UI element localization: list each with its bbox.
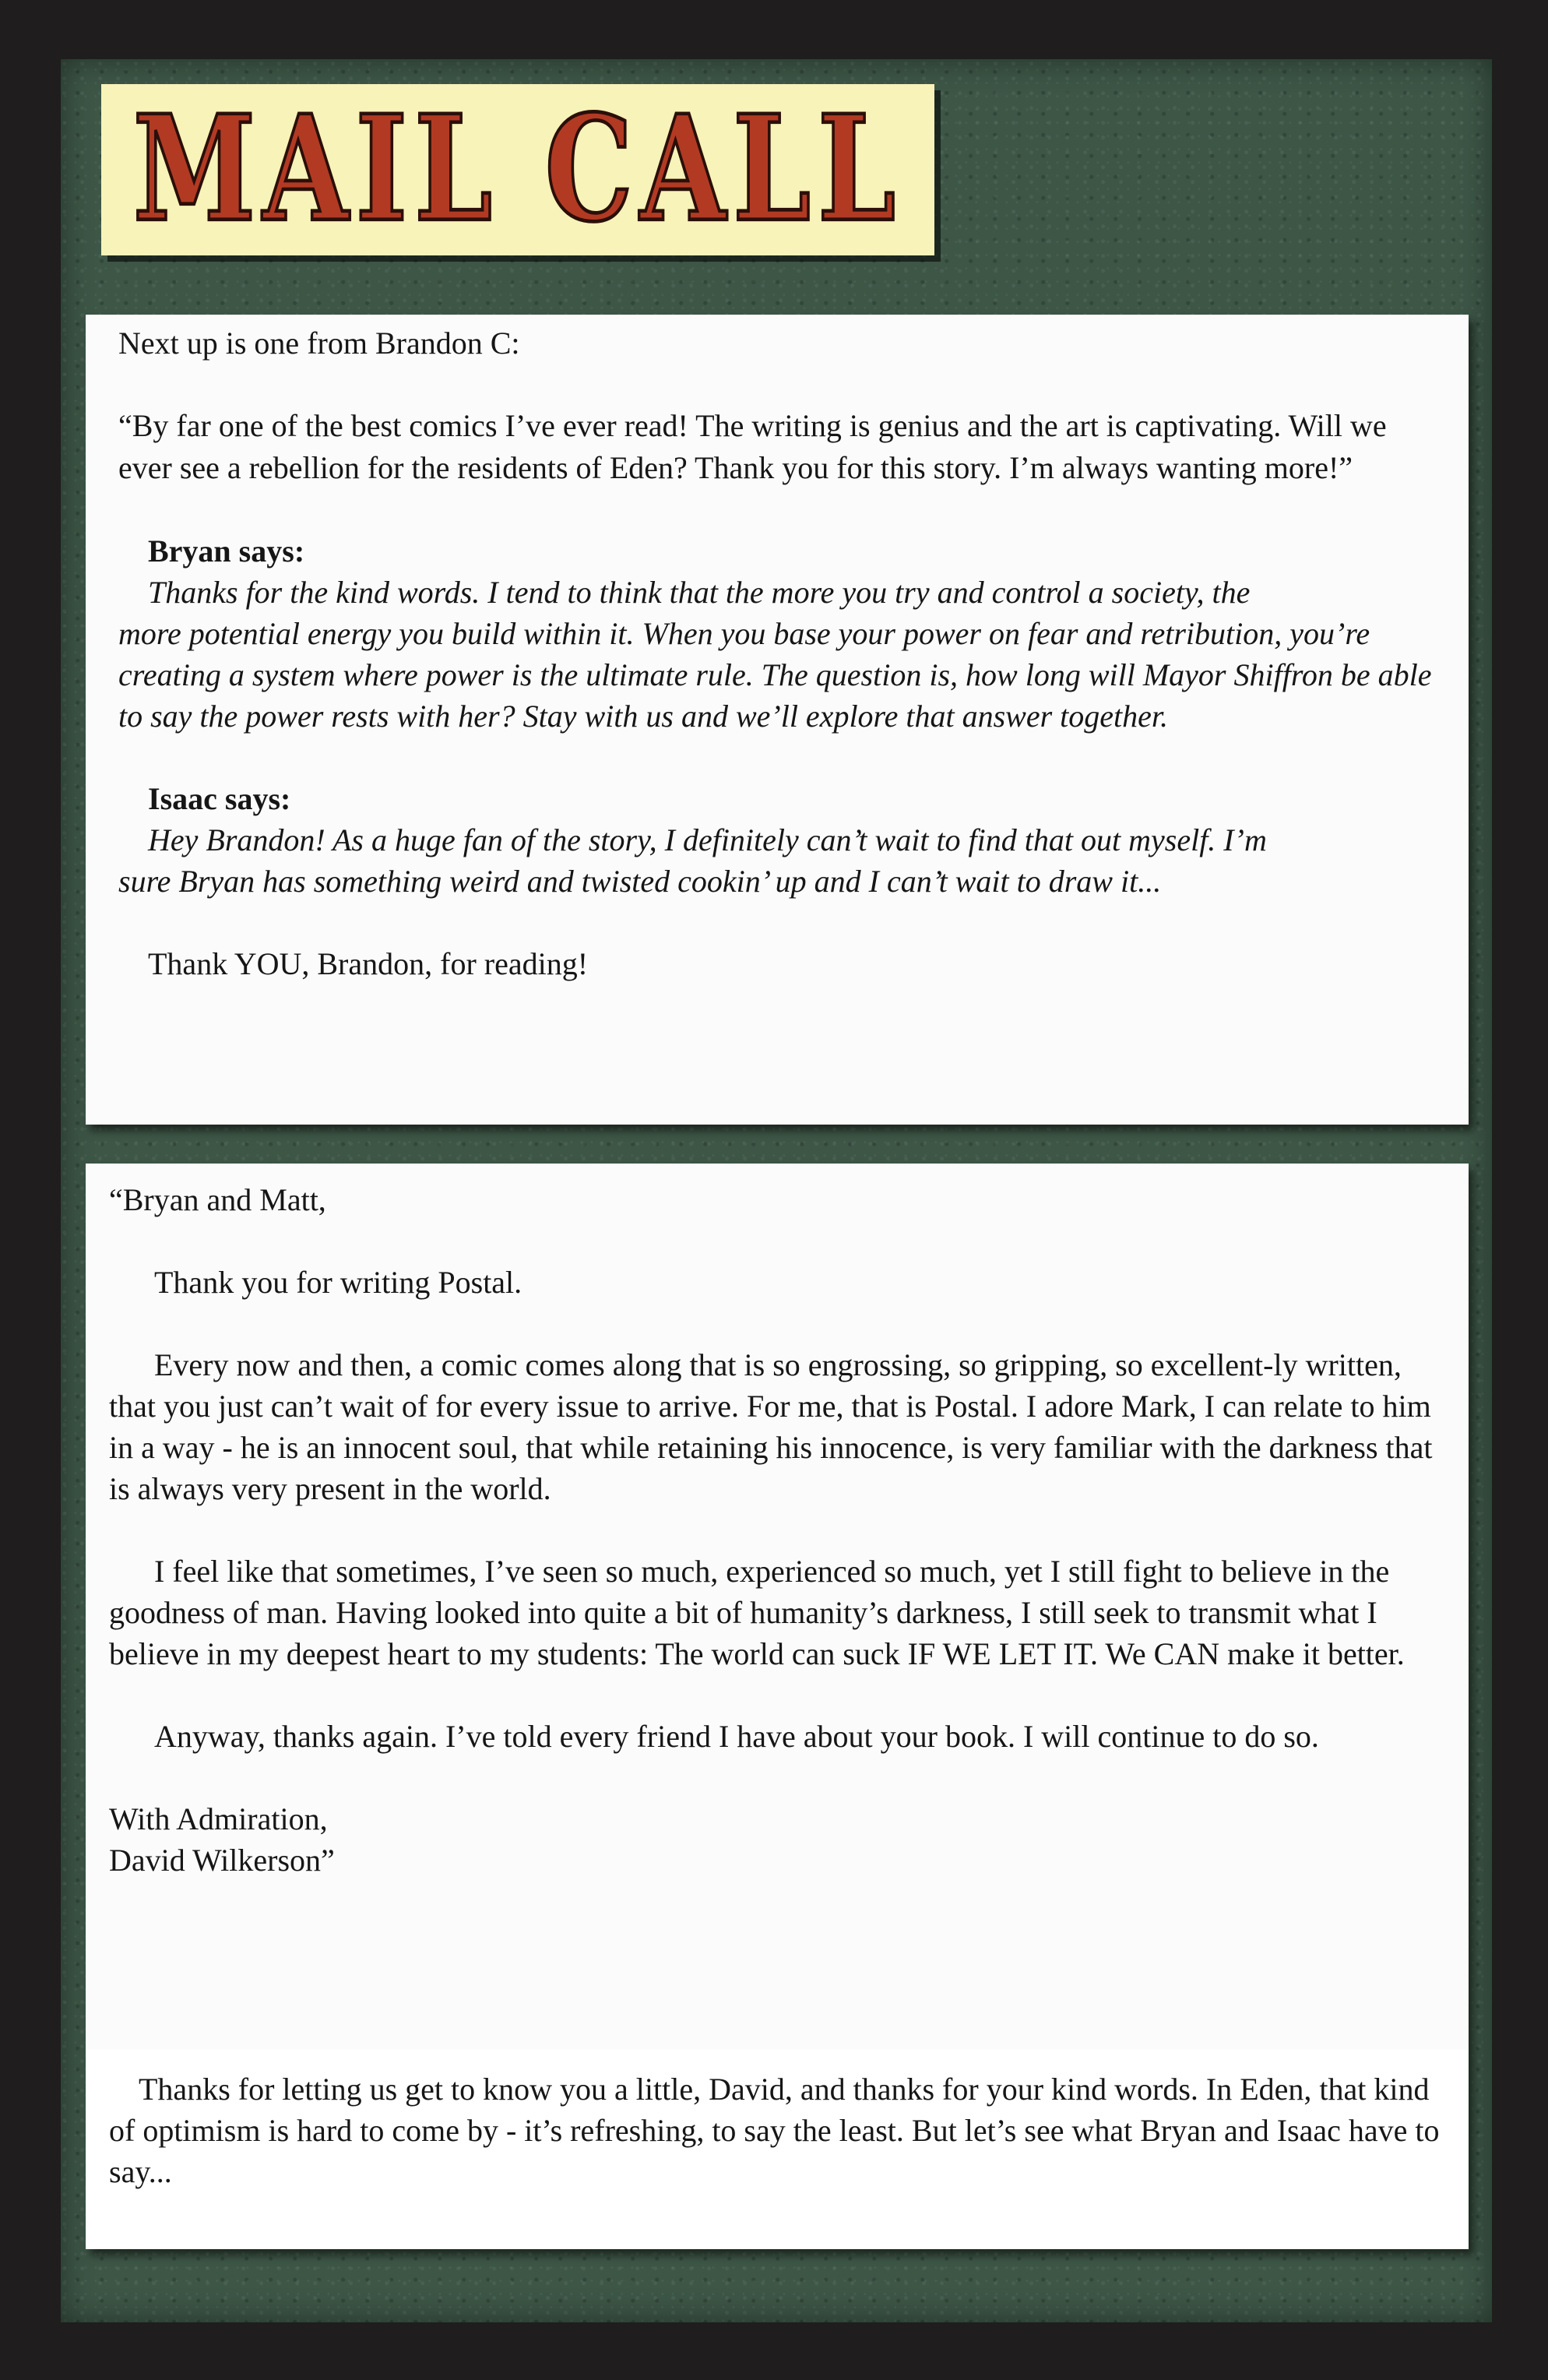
bryan-heading: Bryan says:: [148, 533, 305, 569]
letter-closing: Thank YOU, Brandon, for reading!: [148, 946, 589, 981]
letter-signature: David Wilkerson”: [109, 1843, 335, 1878]
editor-reply-band: [86, 2050, 1469, 2249]
letter-quote: “By far one of the best comics I’ve ever read! The writing is genius and the art is captivating. Will we ever see a rebellion for the residents of Eden? Thank you for this story. I’m always wanting more!”: [118, 408, 1387, 485]
bryan-reply-first-line: Thanks for the kind words. I tend to think that the more you try and control a society, the: [148, 575, 1251, 610]
letter-signoff: With Admiration,: [109, 1801, 328, 1836]
isaac-heading: Isaac says:: [148, 781, 291, 816]
isaac-reply-first-line: Hey Brandon! As a huge fan of the story, I definitely can’t wait to find that out myself. I’m: [148, 822, 1267, 857]
letter-paragraph-4: Anyway, thanks again. I’ve told every friend I have about your book. I will continue to do so.: [154, 1719, 1319, 1754]
title-plate: [101, 84, 934, 255]
letter-card-david: [86, 1164, 1469, 2249]
letter-paragraph-2: Every now and then, a comic comes along that is so engrossing, so gripping, so excellent-ly written, that you just can’t wait of for every issue to arrive. For me, that is Postal. I adore Mark, I can relate to him in a way - he is an innocent soul, that while retaining his innocence, is very familiar with the darkness that is always very present in the world.: [109, 1347, 1433, 1506]
letter-paragraph-3: I feel like that sometimes, I’ve seen so much, experienced so much, yet I still fight to believe in the goodness of man. Having looked into quite a bit of humanity’s darkness, I still seek to transmit what I believe in my deepest heart to my students: The world can suck IF WE LET IT. We CAN make it better.: [109, 1554, 1405, 1671]
letter-salutation: “Bryan and Matt,: [109, 1182, 326, 1217]
letter-card-brandon: [86, 315, 1469, 1125]
letter-paragraph-1: Thank you for writing Postal.: [154, 1265, 522, 1300]
letter-intro: Next up is one from Brandon C:: [118, 326, 520, 361]
editor-reply: Thanks for letting us get to know you a little, David, and thanks for your kind words. In Eden, that kind of optimism is hard to come by - it’s refreshing, to say the least. But let’s see what Bryan and Isaac have to say...: [109, 2072, 1440, 2189]
isaac-reply-body: sure Bryan has something weird and twisted cookin’ up and I can’t wait to draw it...: [118, 864, 1162, 899]
bryan-reply-body: more potential energy you build within it. When you base your power on fear and retribution, you’re creating a system where power is the ultimate rule. The question is, how long will Mayor Shiffron be able to say the power rests with her? Stay with us and we’ll explore that answer together.: [118, 616, 1432, 734]
page-title: MAIL CALL: [132, 84, 903, 255]
